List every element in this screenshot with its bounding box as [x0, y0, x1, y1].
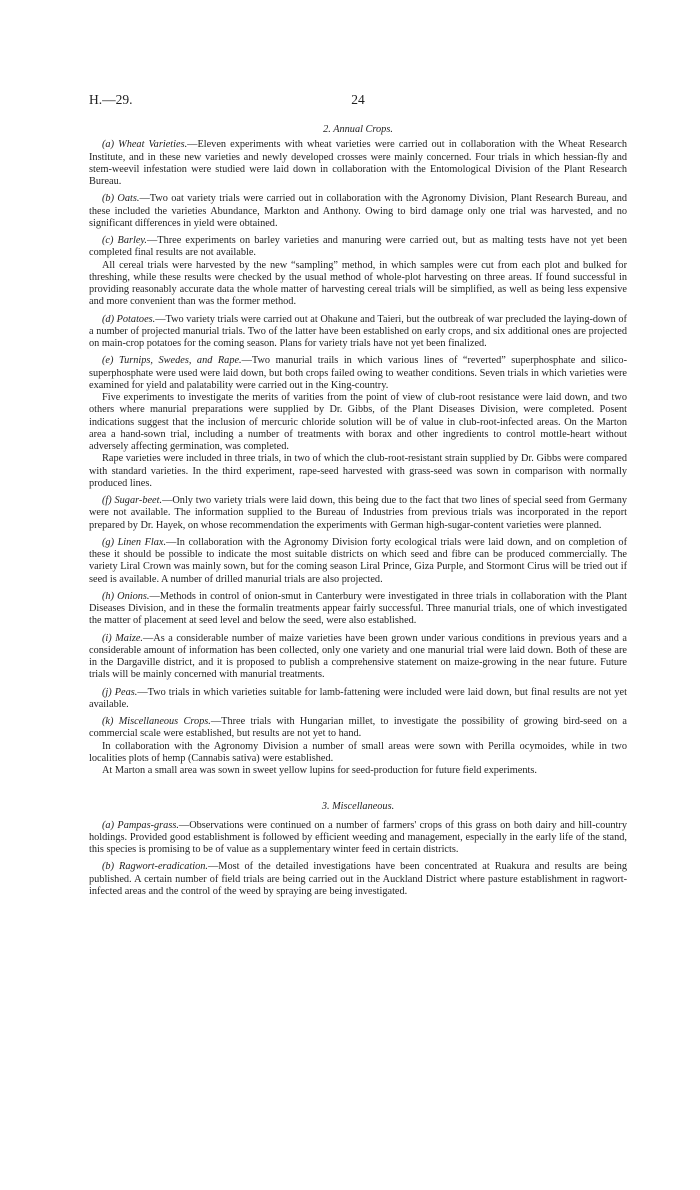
- paragraph-lupins: [89, 765, 627, 777]
- paragraph-text: At Marton a small area was sown in sweet yellow lupins for seed-production for future field experiments.: [102, 765, 537, 776]
- paragraph-text: —Two variety trials were carried out at Ohakune and Taieri, but the outbreak of war precluded the laying-down of a number of projected manurial trials. Two of the latter have been established on early crops, and six additional ones are projected on main-crop potatoes for the coming season. Plans for variety trials have not yet been finalized.: [89, 313, 627, 349]
- paragraph-text: All cereal trials were harvested by the new “sampling” method, in which samples were cut from each plot and bulked for threshing, while these results were checked by the usual method of whole-plot harvesting on three areas. If found successful in providing reasonably accurate data the whole matter of harvesting cereal trials will be simplified, as well as being less expensive and more convenient than was the former method.: [89, 259, 627, 308]
- paragraph-label: (i) Maize.: [102, 632, 143, 644]
- paragraph-sugar-beet: [89, 495, 627, 532]
- paragraph-maize: [89, 633, 627, 682]
- paragraph-text: —Observations were continued on a number of farmers' crops of this grass on both dairy and hill-country holdings. Provided good establishment is followed by efficient weeding and management, especially in the early life of the stand, this species is promising to be of value as a supplementary winter feed in certain districts.: [89, 819, 627, 855]
- paragraph-label: (e) Turnips, Swedes, and Rape.: [102, 355, 242, 367]
- section-title-annual-crops: 2. Annual Crops.: [323, 124, 393, 135]
- paragraph-label: (k) Miscellaneous Crops.: [102, 716, 211, 727]
- paragraph-label: (f) Sugar-beet.: [102, 495, 163, 506]
- paragraph-text: In collaboration with the Agronomy Division a number of small areas were sown with Perilla ocymoides, while in two localities plots of hemp (Cannabis sativa) were established.: [89, 740, 627, 764]
- paragraph-text: —Two manurial trails in which various lines of “reverted” superphosphate and silico-superphosphate were used were laid down, but both crops failed owing to weather conditions. Seven trials in which varieties were examined for yield and palatability were carried out in the King-country.: [89, 355, 627, 391]
- paragraph-peas: [89, 687, 627, 712]
- paragraph-label: (c) Barley.: [102, 235, 147, 246]
- page-number: 24: [351, 92, 365, 107]
- paragraph-text: —Eleven experiments with wheat varieties were carried out in collaboration with the Wheat Research Institute, and in these new varieties and newly developed crosses were mainly concerned. Four trials in which hessian-fly and stem-weevil infestation were studied were laid down in collaboration with the Entomological Division of the Plant Research Bureau.: [89, 139, 627, 187]
- paragraph-text: Rape varieties were included in three trials, in two of which the club-root-resistant strain supplied by Dr. Gibbs were compared with standard varieties. In the third experiment, rape-seed harvested with grass-seed was sown in comparison with normally produced lines.: [89, 453, 627, 489]
- paragraph-misc-crops: [89, 716, 627, 741]
- paragraph-cereal-trials: [89, 260, 627, 309]
- paragraph-onions: [89, 591, 627, 628]
- paragraph-text: —Three experiments on barley varieties and manuring were carried out, but as malting tests have not yet been completed final results are not available.: [89, 235, 627, 259]
- paragraph-oats: [89, 193, 627, 230]
- paragraph-text: —Only two variety trials were laid down, this being due to the fact that two lines of special seed from Germany were not available. The information supplied to the Bureau of Industries from previous trials was incorporated in the report prepared by Dr. Hayek, on whose recommendation the experiments with German high-sugar-content varieties were planned.: [89, 495, 627, 531]
- paragraph-label: (a) Pampas-grass.: [102, 819, 179, 831]
- paragraph-text: —In collaboration with the Agronomy Division forty ecological trials were laid down, and on completion of these it should be possible to indicate the most suitable districts on which seed and fibre can be produced commercially. The variety Liral Crown was mainly sown, but for the coming season Liral Prince, Giza Purple, and Stormont Cirus will be tried out if seed is available. A number of drilled manurial trials are also projected.: [89, 536, 627, 585]
- paragraph-perilla-hemp: [89, 741, 627, 766]
- paragraph-label: (a) Wheat Varieties.: [102, 139, 188, 151]
- paragraph-label: (h) Onions.: [102, 590, 150, 602]
- paragraph-barley: [89, 235, 627, 260]
- paragraph-text: —Methods in control of onion-smut in Canterbury were investigated in three trials in collaboration with the Plant Diseases Division, and in these the formalin treatments appear fairly successful. Three manurial trials, one of which investigated the matter of placement at seed level and below the seed, were also established.: [89, 590, 628, 627]
- report-reference: H.—29.: [89, 92, 133, 107]
- page-header: [89, 92, 627, 112]
- paragraph-ragwort: [89, 861, 627, 898]
- paragraph-rape: [89, 453, 627, 490]
- paragraph-wheat: [89, 139, 627, 188]
- paragraph-text: —Most of the detailed investigations have been concentrated at Ruakura and results are being published. A certain number of field trials are being carried out in the Auckland District where pasture establishment in ragwort-infected areas and the control of the weed by spraying are being investigated.: [89, 861, 627, 897]
- paragraph-label: (b) Oats.: [102, 193, 140, 205]
- paragraph-potatoes: [89, 314, 627, 351]
- paragraph-label: (d) Potatoes.: [102, 313, 156, 325]
- section-title-miscellaneous: 3. Miscellaneous.: [321, 801, 395, 813]
- paragraph-label: (j) Peas.: [102, 686, 138, 698]
- paragraph-turnips: [89, 355, 627, 392]
- paragraph-text: —Two trials in which varieties suitable for lamb-fattening were included were laid down, but final results are not yet available.: [89, 686, 627, 710]
- paragraph-text: —As a considerable number of maize varieties have been grown under various conditions in previous years and a considerable amount of information has been collected, only one variety and one manurial trial were laid down. Both of these are in the Dargaville district, and it is proposed to publish a comprehensive statement on maize-growing in the near future. Future trials will be mainly concerned with manurial treatments.: [89, 632, 628, 681]
- paragraph-pampas-grass: [89, 820, 627, 857]
- report-body: [89, 124, 627, 898]
- paragraph-text: Five experiments to investigate the merits of varities from the point of view of club-root resistance were laid down, and two others where manurial preparations were supplied by Dr. Gibbs, of the Plant Diseases Division, were completed. Posent indications suggest that the inclusion of mercuric chloride solution will be of value in club-root-infected areas. On the Marton area a hand-sown trial, including a number of treatments with borax and other ingredients to control mottle-heart without adversely affecting germination, was completed.: [89, 392, 627, 452]
- paragraph-text: —Three trials with Hungarian millet, to investigate the possibility of growing bird-seed on a commercial scale were established, but results are not yet to hand.: [89, 716, 627, 740]
- paragraph-label: (b) Ragwort-eradication.: [102, 861, 208, 873]
- paragraph-linen-flax: [89, 537, 627, 586]
- paragraph-label: (g) Linen Flax.: [102, 536, 167, 548]
- paragraph-club-root: [89, 392, 627, 453]
- paragraph-text: —Two oat variety trials were carried out in collaboration with the Agronomy Division, Plant Research Bureau, and these included the varieties Abundance, Markton and Anthony. Owing to bird damage only one trial was harvested, and no significant differences in yield were obtained.: [89, 193, 628, 229]
